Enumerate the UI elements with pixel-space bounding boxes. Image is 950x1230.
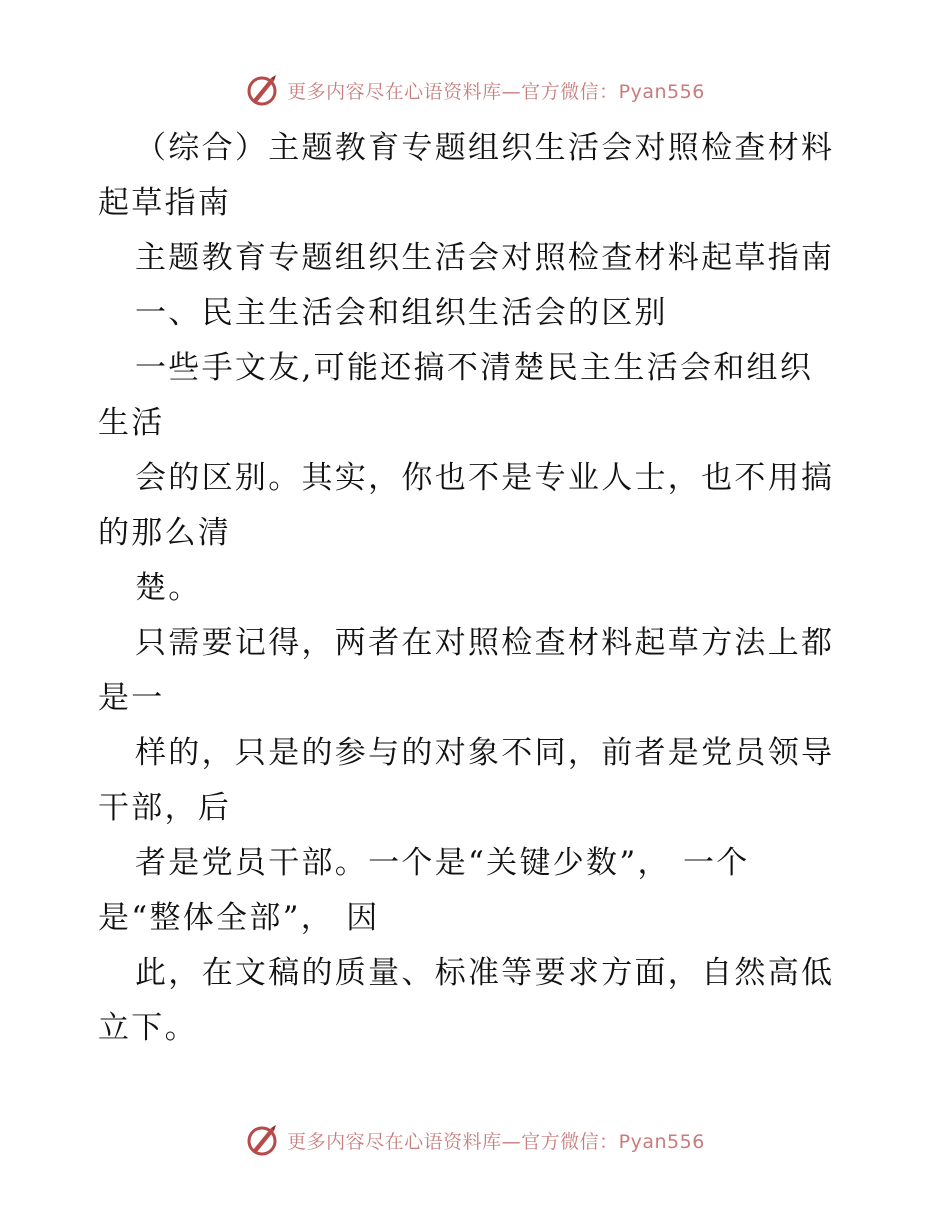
body-line: 是“整体全部”， 因: [98, 900, 380, 936]
footer-banner: [0, 1120, 950, 1160]
body-line: （综合）主题教育专题组织生活会对照检查材料: [135, 130, 835, 166]
body-line: 楚。: [135, 570, 202, 606]
body-line: 的那么清: [98, 515, 232, 551]
body-line: 只需要记得，两者在对照检查材料起草方法上都: [135, 625, 835, 661]
quill-circle-logo-icon: [245, 1122, 281, 1158]
body-line: 干部，后: [98, 790, 232, 826]
body-line: 者是党员干部。一个是“关键少数”， 一个: [135, 845, 750, 881]
header-banner-text: 更多内容尽在心语资料库—官方微信：Pyan556: [287, 80, 705, 103]
body-line: 立下。: [98, 1010, 198, 1046]
body-line: 一、民主生活会和组织生活会的区别: [135, 295, 668, 331]
footer-banner-text: 更多内容尽在心语资料库—官方微信：Pyan556: [287, 1130, 705, 1153]
body-line: 生活: [98, 405, 165, 441]
body-line: 会的区别。其实，你也不是专业人士，也不用搞: [135, 460, 835, 496]
body-line: 一些手文友,可能还搞不清楚民主生活会和组织: [135, 350, 814, 386]
header-banner: [0, 70, 950, 110]
body-line: 此，在文稿的质量、标准等要求方面，自然高低: [135, 955, 835, 991]
document-body: [98, 121, 858, 1056]
body-line: 样的，只是的参与的对象不同，前者是党员领导: [135, 735, 835, 771]
quill-circle-logo-icon: [245, 72, 281, 108]
body-line: 起草指南: [98, 185, 232, 221]
body-line: 主题教育专题组织生活会对照检查材料起草指南: [135, 240, 835, 276]
body-line: 是一: [98, 680, 165, 716]
